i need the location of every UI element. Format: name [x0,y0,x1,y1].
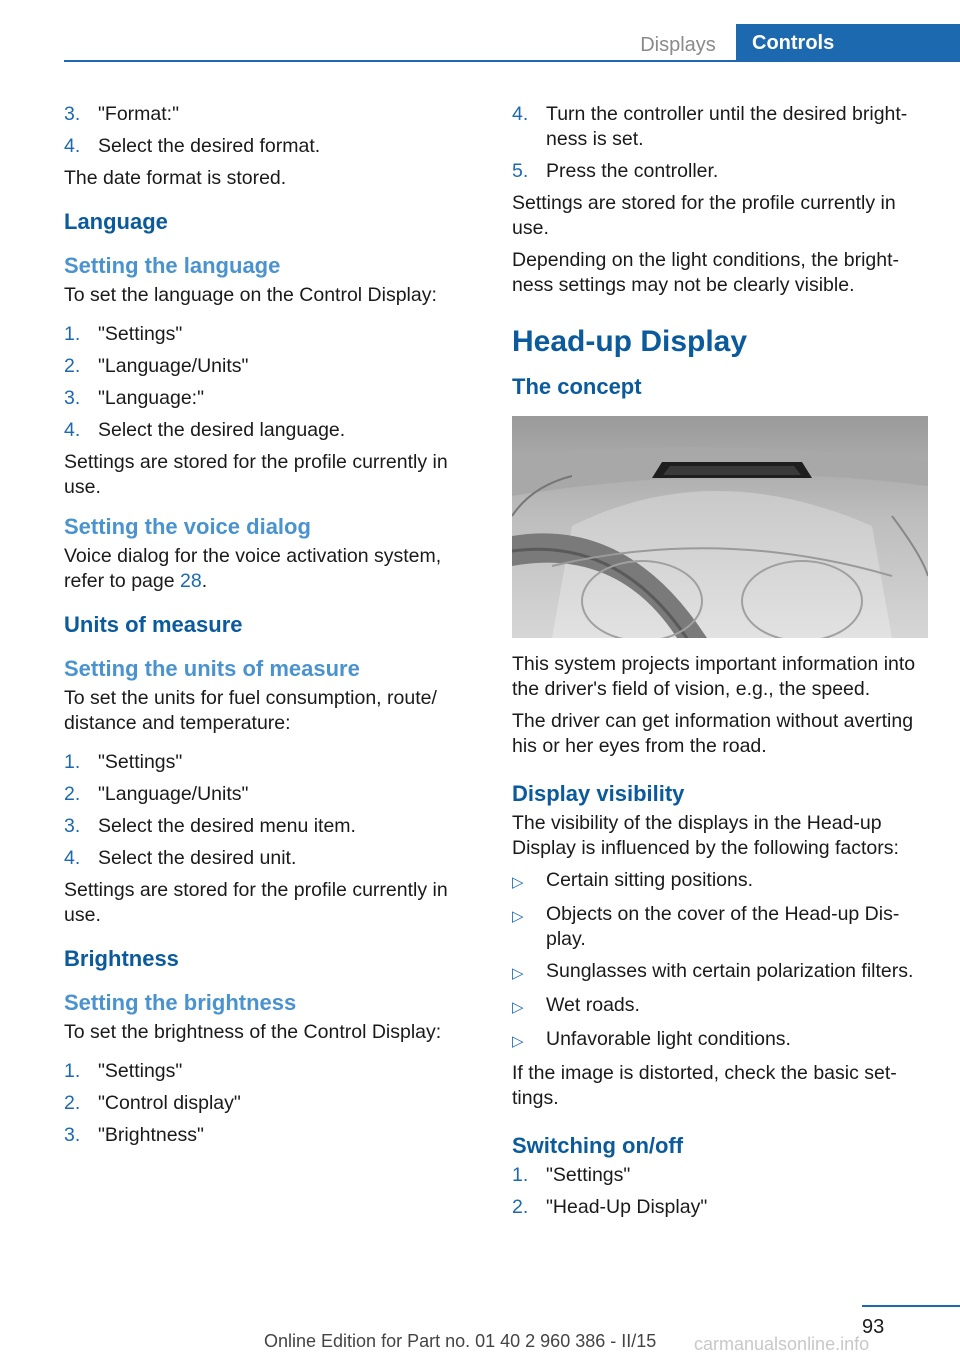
header-rule [64,60,960,62]
brightness-steps [64,1059,464,1148]
list-item [64,750,464,775]
watermark: carmanualsonline.info [694,1334,870,1354]
list-item [512,1027,932,1054]
page-number: 93 [862,1316,885,1338]
step-number: 1. [512,1164,529,1186]
step-number: 2. [64,1092,81,1114]
list-item [512,959,932,986]
step-number: 2. [64,783,81,805]
voice-text-end: . [201,570,208,592]
step-text: "Control display" [98,1092,241,1114]
triangle-bullet-icon: ▷ [512,874,524,891]
list-item [64,1091,464,1116]
date-format-steps [64,102,464,159]
page-header [0,0,960,62]
page-link[interactable]: 28 [180,570,202,592]
factor-text: Objects on the cover of the Head-up Dis‐ play. [546,903,900,950]
right-column [512,102,932,1227]
step-number: 3. [64,1124,81,1146]
setting-brightness-heading: Setting the brightness [64,990,297,1015]
list-item [64,418,464,443]
list-item [512,902,932,952]
list-item [512,993,932,1020]
list-item [512,868,932,895]
distorted-note: If the image is distorted, check the basic set‐ tings. [512,1062,897,1109]
setting-units-heading: Setting the units of measure [64,656,360,681]
brightness-heading: Brightness [64,946,179,971]
factor-text: Sunglasses with certain polarization filters. [546,960,914,982]
step-number: 2. [64,355,81,377]
dashboard-drawing [512,416,928,638]
list-item [64,322,464,347]
step-text: "Format:" [98,103,180,125]
step-number: 5. [512,160,529,182]
step-number: 3. [64,103,81,125]
list-item [64,102,464,127]
list-item [512,1163,932,1188]
section-tab-controls: Controls [736,24,960,62]
step-text: "Language:" [98,387,205,409]
step-text: Select the desired format. [98,135,321,157]
step-text: "Language/Units" [98,783,249,805]
step-number: 1. [64,751,81,773]
step-number: 2. [512,1196,529,1218]
list-item [64,386,464,411]
section-tab-displays: Displays [640,33,716,56]
setting-language-heading: Setting the language [64,253,281,278]
date-stored-text: The date format is stored. [64,167,287,189]
list-item [64,782,464,807]
triangle-bullet-icon: ▷ [512,908,524,925]
triangle-bullet-icon: ▷ [512,1033,524,1050]
brightness-stored-text: Settings are stored for the profile currently in use. [512,192,896,239]
footer-rule [862,1305,960,1307]
concept-text-2: The driver can get information without averting his or her eyes from the road. [512,710,914,757]
step-number: 4. [64,135,81,157]
step-number: 1. [64,323,81,345]
list-item [64,846,464,871]
step-number: 4. [64,419,81,441]
list-item [512,159,932,184]
left-column [64,102,464,1155]
concept-text-1: This system projects important information into the driver's field of vision, e.g., the speed. [512,653,916,700]
step-text: Select the desired language. [98,419,346,441]
list-item [512,1195,932,1220]
step-text: "Settings" [98,751,183,773]
list-item [64,354,464,379]
step-text: Turn the controller until the desired bright‐ ness is set. [546,103,908,150]
visibility-factors [512,868,932,1054]
list-item [64,134,464,159]
step-text: "Settings" [546,1164,631,1186]
factor-text: Unfavorable light conditions. [546,1028,791,1050]
voice-dialog-heading: Setting the voice dialog [64,514,311,539]
step-text: "Head-Up Display" [546,1196,708,1218]
factor-text: Wet roads. [546,994,640,1016]
setting-brightness-intro: To set the brightness of the Control Display: [64,1021,442,1043]
setting-language-intro: To set the language on the Control Display: [64,284,437,306]
step-text: Select the desired menu item. [98,815,356,837]
brightness-note: Depending on the light conditions, the bright‐ ness settings may not be clearly visible. [512,249,900,296]
units-stored-text: Settings are stored for the profile currently in use. [64,879,448,926]
language-steps [64,322,464,443]
step-number: 3. [64,815,81,837]
list-item [512,102,932,152]
list-item [64,1123,464,1148]
brightness-steps-continued [512,102,932,184]
step-text: "Language/Units" [98,355,249,377]
factor-text: Certain sitting positions. [546,869,754,891]
step-number: 4. [512,103,529,125]
language-stored-text: Settings are stored for the profile currently in use. [64,451,448,498]
hud-heading: Head-up Display [512,325,748,358]
step-text: Select the desired unit. [98,847,297,869]
concept-heading: The concept [512,374,642,399]
step-text: "Brightness" [98,1124,204,1146]
units-steps [64,750,464,871]
language-heading: Language [64,209,168,234]
hud-dashboard-illustration [512,416,928,638]
triangle-bullet-icon: ▷ [512,965,524,982]
list-item [64,814,464,839]
step-number: 3. [64,387,81,409]
units-heading: Units of measure [64,612,243,637]
display-visibility-heading: Display visibility [512,781,685,806]
voice-dialog-text [64,544,464,594]
step-number: 1. [64,1060,81,1082]
setting-units-intro: To set the units for fuel consumption, route/ distance and temperature: [64,687,437,734]
edition-text: Online Edition for Part no. 01 40 2 960 386 - II/15 [264,1331,657,1351]
voice-text: Voice dialog for the voice activation system, refer to page [64,545,442,592]
step-text: Press the controller. [546,160,719,182]
step-text: "Settings" [98,323,183,345]
switching-heading: Switching on/off [512,1133,684,1158]
step-text: "Settings" [98,1060,183,1082]
visibility-intro: The visibility of the displays in the Head-up Display is influenced by the following factors: [512,812,899,859]
step-number: 4. [64,847,81,869]
list-item [64,1059,464,1084]
switching-steps [512,1163,932,1220]
triangle-bullet-icon: ▷ [512,999,524,1016]
